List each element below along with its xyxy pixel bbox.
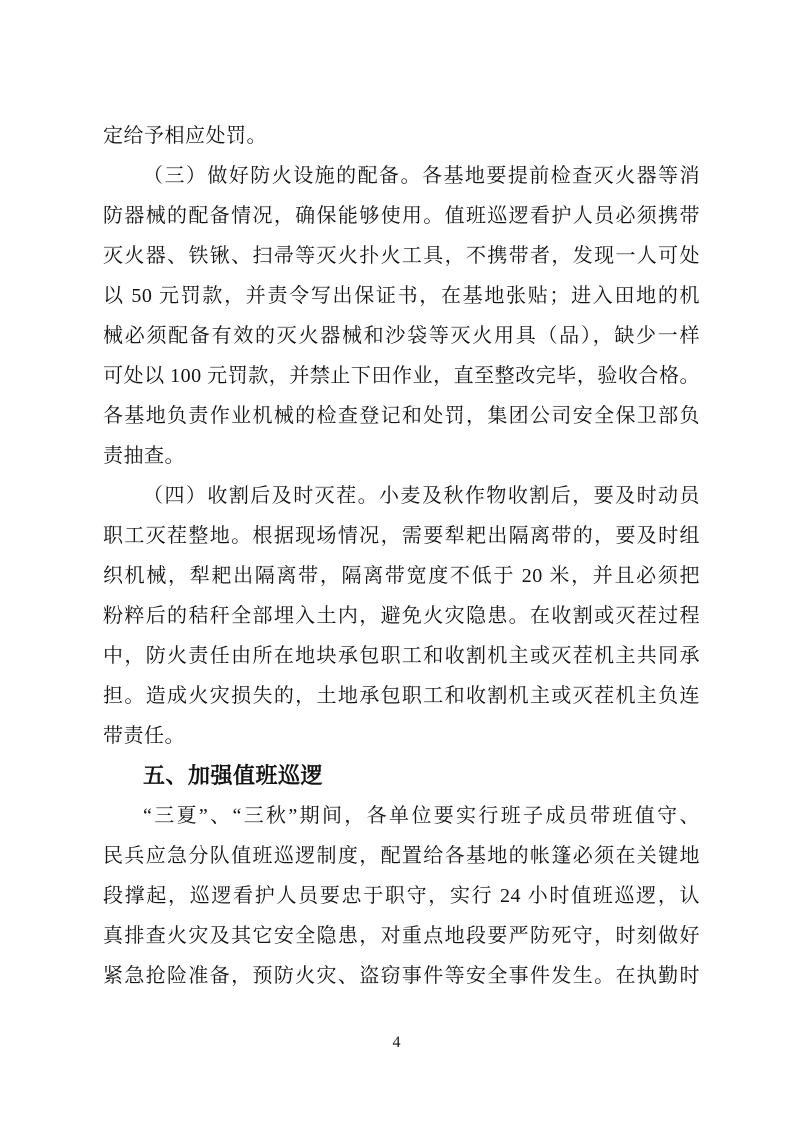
text-line: （三）做好防火设施的配备。各基地要提前检查灭火器等消 bbox=[143, 165, 700, 187]
text-line: 紧急抢险准备，预防火灾、盗窃事件等安全事件发生。在执勤时 bbox=[103, 965, 700, 987]
text-line: 粉粹后的秸秆全部埋入土内，避免火灾隐患。在收割或灭茬过程 bbox=[103, 605, 700, 627]
text-line: 职工灭茬整地。根据现场情况，需要犁耙出隔离带的，要及时组 bbox=[103, 525, 700, 547]
text-line: 械必须配备有效的灭火器械和沙袋等灭火用具（品），缺少一样 bbox=[103, 325, 700, 347]
text-line: 真排查火灾及其它安全隐患，对重点地段要严防死守，时刻做好 bbox=[103, 925, 700, 947]
text-line: 段撑起，巡逻看护人员要忠于职守，实行 24 小时值班巡逻，认 bbox=[103, 885, 700, 907]
text-line: 织机械，犁耙出隔离带，隔离带宽度不低于 20 米，并且必须把 bbox=[103, 565, 700, 587]
text-line: 民兵应急分队值班巡逻制度，配置给各基地的帐篷必须在关键地 bbox=[103, 845, 700, 867]
text-line: 以 50 元罚款，并责令写出保证书，在基地张贴；进入田地的机 bbox=[103, 285, 700, 307]
text-line: 责抽查。 bbox=[103, 445, 185, 467]
text-line: 担。造成火灾损失的，土地承包职工和收割机主或灭茬机主负连 bbox=[103, 685, 700, 707]
text-line: 各基地负责作业机械的检查登记和处罚，集团公司安全保卫部负 bbox=[103, 405, 700, 427]
text-line: 灭火器、铁锹、扫帚等灭火扑火工具，不携带者，发现一人可处 bbox=[103, 245, 700, 267]
document-body bbox=[103, 116, 700, 996]
section-heading: 五、加强值班巡逻 bbox=[143, 763, 324, 788]
text-line: （四）收割后及时灭茬。小麦及秋作物收割后，要及时动员 bbox=[143, 485, 700, 507]
text-line: 可处以 100 元罚款，并禁止下田作业，直至整改完毕，验收合格。 bbox=[103, 365, 700, 387]
text-line: 防器械的配备情况，确保能够使用。值班巡逻看护人员必须携带 bbox=[103, 205, 700, 227]
text-line: 中，防火责任由所在地块承包职工和收割机主或灭茬机主共同承 bbox=[103, 645, 700, 667]
text-line: 定给予相应处罚。 bbox=[103, 125, 267, 147]
text-line: “三夏”、“三秋”期间，各单位要实行班子成员带班值守、 bbox=[143, 805, 700, 827]
page-number: 4 bbox=[392, 1034, 401, 1051]
text-line: 带责任。 bbox=[103, 725, 185, 747]
